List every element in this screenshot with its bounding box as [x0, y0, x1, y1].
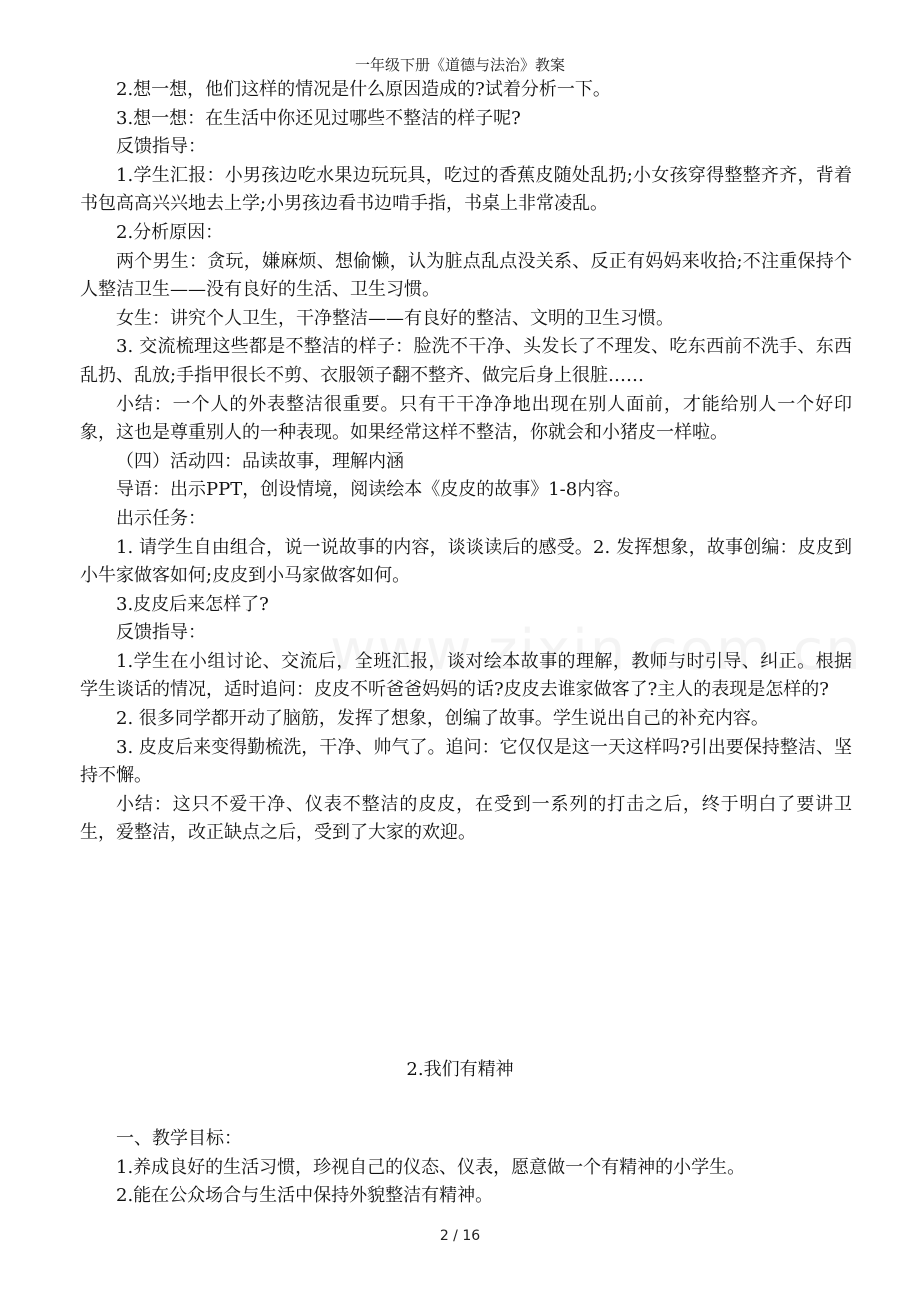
lesson-title: 2.我们有精神	[406, 1059, 514, 1080]
paragraph: 2.想一想，他们这样的情况是什么原因造成的?试着分析一下。	[116, 79, 611, 100]
body-text	[80, 76, 852, 848]
objectives-heading: 一、教学目标：	[116, 1128, 242, 1149]
paragraph: 小结：一个人的外表整洁很重要。只有干干净净地出现在别人面前，才能给别人一个好印象，这也是尊重别人的一种表现。如果经常这样不整洁，你就会和小猪皮一样啦。	[80, 393, 852, 444]
section-heading: （四）活动四：品读故事，理解内涵	[116, 450, 404, 472]
paragraph: 3. 交流梳理这些都是不整洁的样子：脸洗不干净、头发长了不理发、吃东西前不洗手、东西乱扔、乱放;手指甲很长不剪、衣服领子翻不整齐、做完后身上很脏……	[80, 336, 852, 386]
paragraph: 反馈指导：	[116, 622, 206, 644]
paragraph: 1.学生在小组讨论、交流后，全班汇报，谈对绘本故事的理解，教师与时引导、纠正。根据学生谈话的情况，适时追问：皮皮不听爸爸妈妈的话?皮皮去谁家做客了?主人的表现是怎样的?	[80, 650, 852, 701]
paragraph: 出示任务：	[116, 507, 206, 529]
objectives-section	[80, 1125, 852, 1211]
paragraph: 反馈指导：	[116, 136, 206, 158]
objective-item: 1.养成良好的生活习惯，珍视自己的仪态、仪表，愿意做一个有精神的小学生。	[116, 1156, 746, 1178]
paragraph: 导语：出示PPT，创设情境，阅读绘本《皮皮的故事》1-8内容。	[116, 479, 632, 501]
paragraph: 3. 皮皮后来变得勤梳洗，干净、帅气了。追问：它仅仅是这一天这样吗?引出要保持整洁、坚持不懈。	[80, 736, 852, 787]
paragraph: 2. 很多同学都开动了脑筋，发挥了想象，创编了故事。学生说出自己的补充内容。	[116, 708, 769, 730]
paragraph: 1.学生汇报：小男孩边吃水果边玩玩具，吃过的香蕉皮随处乱扔;小女孩穿得整整齐齐，背着书包高高兴兴地去上学;小男孩边看书边啃手指，书桌上非常凌乱。	[80, 164, 852, 215]
paragraph: 两个男生：贪玩，嫌麻烦、想偷懒，认为脏点乱点没关系、反正有妈妈来收拾;不注重保持个人整洁卫生——没有良好的生活、卫生习惯。	[80, 250, 852, 301]
paragraph: 1. 请学生自由组合，说一说故事的内容，谈谈读后的感受。2. 发挥想象，故事创编：皮皮到小牛家做客如何;皮皮到小马家做客如何。	[80, 536, 852, 587]
objective-item: 2.能在公众场合与生活中保持外貌整洁有精神。	[116, 1185, 494, 1207]
paragraph: 3.皮皮后来怎样了?	[116, 593, 269, 615]
page-number: 2 / 16	[439, 1228, 481, 1244]
paragraph: 2.分析原因：	[116, 221, 224, 243]
paragraph: 3.想一想：在生活中你还见过哪些不整洁的样子呢?	[116, 107, 521, 129]
paragraph: 女生：讲究个人卫生，干净整洁——有良好的整洁、文明的卫生习惯。	[116, 307, 674, 329]
page-header: 一年级下册《道德与法治》教案	[354, 56, 565, 74]
paragraph: 小结：这只不爱干净、仪表不整洁的皮皮，在受到一系列的打击之后，终于明白了要讲卫生，爱整洁，改正缺点之后，受到了大家的欢迎。	[80, 793, 852, 844]
